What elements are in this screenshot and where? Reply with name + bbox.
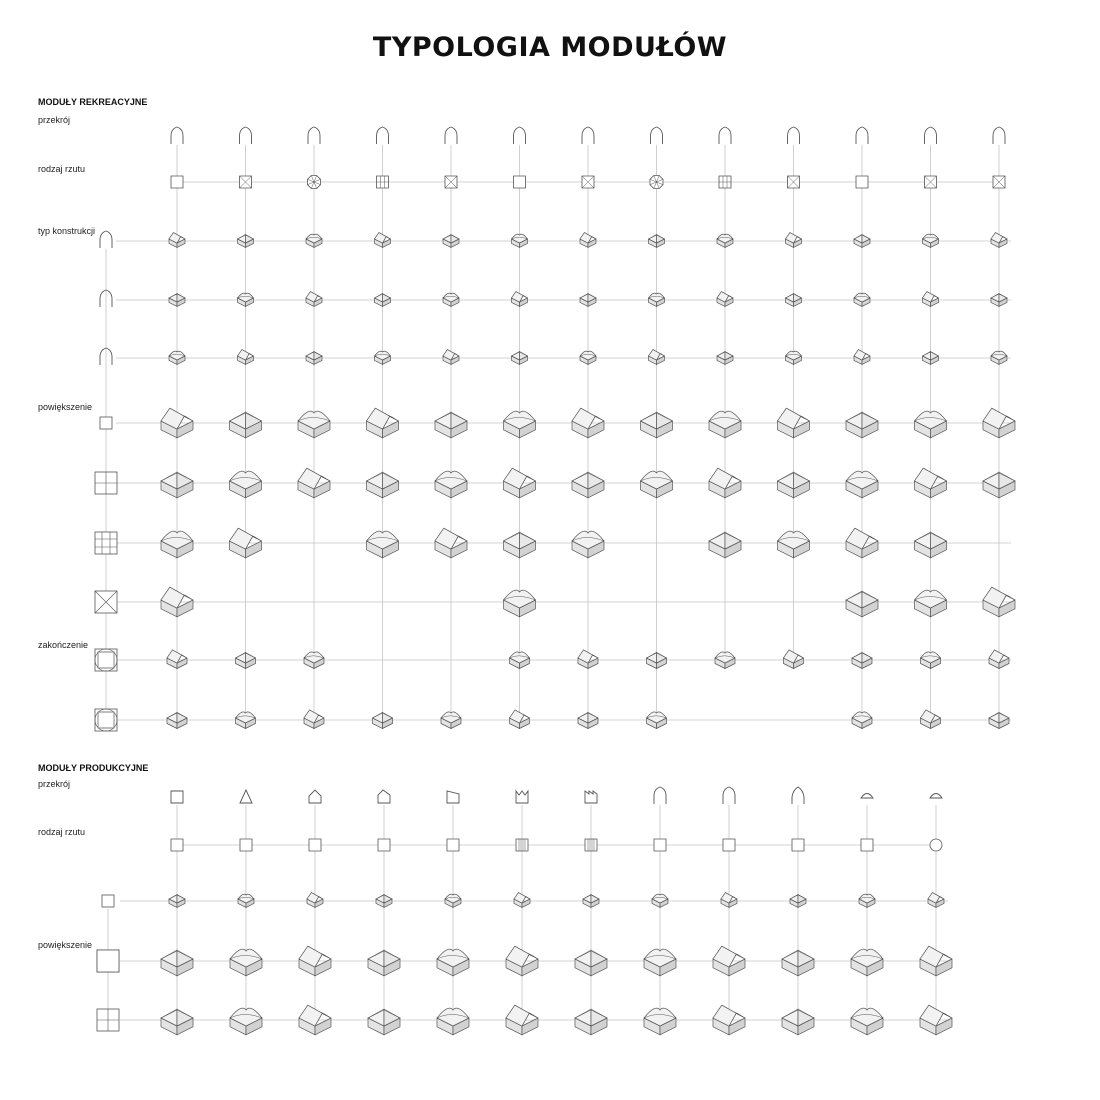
module-icon — [306, 292, 322, 307]
row-arch-icon — [100, 231, 112, 248]
plan-square-icon — [861, 839, 873, 851]
module-icon — [989, 713, 1009, 729]
module-icon — [854, 235, 870, 248]
module-icon — [854, 293, 870, 306]
plan-square-x-icon — [925, 176, 937, 188]
recreational-label-enlargement: powiększenie — [38, 402, 93, 412]
module-icon — [782, 1009, 814, 1035]
module-icon — [512, 292, 528, 307]
module-icon — [512, 234, 528, 247]
module-icon — [435, 471, 467, 498]
section-arch-icon — [993, 127, 1005, 144]
module-icon — [435, 412, 467, 438]
section-sawtooth-icon — [585, 791, 597, 803]
module-icon — [161, 1009, 193, 1035]
plan-square-icon — [171, 176, 183, 188]
module-icon — [306, 352, 322, 365]
module-icon — [644, 1008, 676, 1035]
plan-square-icon — [792, 839, 804, 851]
module-icon — [167, 713, 187, 729]
row-small-icon — [100, 417, 112, 429]
module-icon — [514, 893, 530, 908]
section-saw-icon — [516, 791, 528, 803]
row-bow-icon — [95, 591, 117, 613]
module-icon — [572, 531, 604, 558]
module-icon — [991, 233, 1007, 248]
module-icon — [443, 235, 459, 248]
section-arch-icon — [240, 127, 252, 144]
section-triangle-icon — [240, 790, 252, 803]
plan-square-icon — [654, 839, 666, 851]
module-icon — [230, 949, 262, 976]
module-icon — [504, 590, 536, 617]
module-icon — [983, 472, 1015, 498]
module-icon — [236, 653, 256, 669]
section-arch-icon — [654, 787, 666, 804]
module-icon — [230, 1008, 262, 1035]
row-small-icon — [97, 950, 119, 972]
section-half-dome-icon — [930, 794, 942, 799]
row-cross-icon — [97, 1009, 119, 1031]
module-icon — [709, 532, 741, 558]
section-half-dome-icon — [861, 794, 873, 799]
plan-square-stripes-icon — [585, 839, 597, 851]
module-icon — [575, 1009, 607, 1035]
module-icon — [641, 412, 673, 438]
module-icon — [923, 292, 939, 307]
module-icon — [721, 893, 737, 908]
module-icon — [580, 233, 596, 248]
section-arch-icon — [723, 787, 735, 804]
plan-octagon-icon — [308, 176, 321, 189]
module-icon — [368, 1009, 400, 1035]
section-pentagon-icon — [309, 790, 321, 803]
plan-octagon-icon — [650, 176, 663, 189]
section-square-icon — [171, 791, 183, 803]
module-icon — [852, 653, 872, 669]
module-icon — [373, 713, 393, 729]
module-icon — [161, 531, 193, 558]
module-icon — [921, 710, 941, 729]
module-icon — [859, 894, 875, 907]
plan-square-icon — [309, 839, 321, 851]
module-icon — [304, 652, 324, 669]
module-icon — [991, 351, 1007, 364]
module-icon — [575, 950, 607, 976]
module-icon — [846, 471, 878, 498]
module-icon — [578, 650, 598, 669]
plan-square-stripes-icon — [516, 839, 528, 851]
module-icon — [236, 712, 256, 729]
module-icon — [928, 893, 944, 908]
module-icon — [846, 412, 878, 438]
plan-circle-icon — [930, 839, 942, 851]
recreational-label-construction: typ konstrukcji — [38, 226, 96, 236]
module-icon — [647, 712, 667, 729]
module-icon — [854, 350, 870, 365]
recreational-label-plan: rodzaj rzutu — [38, 164, 86, 174]
page-title: TYPOLOGIA MODUŁÓW — [372, 32, 728, 63]
module-icon — [230, 412, 262, 438]
section-arch-icon — [445, 127, 457, 144]
module-icon — [578, 713, 598, 729]
row-ring-icon — [95, 649, 117, 671]
production-label-enlargement: powiększenie — [38, 940, 93, 950]
module-icon — [915, 532, 947, 558]
row-ring-icon — [95, 709, 117, 731]
row-small-icon — [102, 895, 114, 907]
module-icon — [443, 293, 459, 306]
module-icon — [790, 895, 806, 908]
module-icon — [786, 351, 802, 364]
section-arch-icon — [856, 127, 868, 144]
module-icon — [647, 653, 667, 669]
plan-square-icon — [171, 839, 183, 851]
plan-square-icon — [447, 839, 459, 851]
section-shed-icon — [378, 790, 390, 803]
module-icon — [298, 411, 330, 438]
module-icon — [169, 294, 185, 307]
plan-square-icon — [514, 176, 526, 188]
module-icon — [167, 650, 187, 669]
module-icon — [851, 1008, 883, 1035]
plan-square-grid-icon — [719, 176, 731, 188]
module-icon — [443, 350, 459, 365]
module-icon — [923, 352, 939, 365]
plan-square-icon — [723, 839, 735, 851]
module-icon — [441, 712, 461, 729]
module-icon — [786, 233, 802, 248]
module-icon — [846, 591, 878, 617]
section-slant-icon — [447, 791, 459, 803]
module-icon — [649, 350, 665, 365]
module-icon — [512, 352, 528, 365]
module-icon — [778, 531, 810, 558]
plan-square-x-icon — [993, 176, 1005, 188]
recreational-section-header: MODUŁY REKREACYJNE — [38, 97, 148, 107]
module-icon — [376, 895, 392, 908]
module-icon — [644, 949, 676, 976]
module-icon — [375, 233, 391, 248]
module-icon — [437, 1008, 469, 1035]
module-icon — [367, 531, 399, 558]
section-arch-icon — [788, 127, 800, 144]
module-icon — [437, 949, 469, 976]
plan-square-x-icon — [582, 176, 594, 188]
module-icon — [778, 472, 810, 498]
module-icon — [161, 950, 193, 976]
recreational-label-ending: zakończenie — [38, 640, 89, 650]
module-icon — [510, 652, 530, 669]
module-icon — [709, 411, 741, 438]
module-icon — [238, 894, 254, 907]
module-icon — [641, 471, 673, 498]
module-icon — [368, 950, 400, 976]
module-icon — [169, 233, 185, 248]
plan-square-icon — [240, 839, 252, 851]
module-icon — [915, 411, 947, 438]
plan-square-x-icon — [445, 176, 457, 188]
module-icon — [915, 590, 947, 617]
section-arch-icon — [719, 127, 731, 144]
module-icon — [306, 234, 322, 247]
section-gothic-icon — [792, 787, 804, 804]
plan-square-x-icon — [788, 176, 800, 188]
module-icon — [238, 293, 254, 306]
module-icon — [230, 471, 262, 498]
section-arch-icon — [514, 127, 526, 144]
plan-square-icon — [378, 839, 390, 851]
plan-square-grid-icon — [377, 176, 389, 188]
module-icon — [652, 894, 668, 907]
module-icon — [583, 895, 599, 908]
module-icon — [580, 351, 596, 364]
section-arch-icon — [651, 127, 663, 144]
grid-lines — [106, 145, 1011, 1026]
module-icon — [923, 234, 939, 247]
module-icon — [572, 472, 604, 498]
recreational-label-section: przekrój — [38, 115, 71, 125]
module-icon — [717, 234, 733, 247]
module-icon — [510, 710, 530, 729]
section-arch-icon — [925, 127, 937, 144]
module-icon — [784, 650, 804, 669]
production-section-header: MODUŁY PRODUKCYJNE — [38, 763, 149, 773]
module-icon — [304, 710, 324, 729]
module-icon — [375, 294, 391, 307]
module-icon — [367, 472, 399, 498]
module-icon — [375, 351, 391, 364]
module-icon — [991, 294, 1007, 307]
module-icon — [445, 894, 461, 907]
module-icon — [921, 652, 941, 669]
module-icon — [169, 895, 185, 908]
section-arch-icon — [582, 127, 594, 144]
section-arch-icon — [171, 127, 183, 144]
module-icon — [504, 532, 536, 558]
module-icon — [238, 350, 254, 365]
module-icon — [161, 472, 193, 498]
module-icon — [851, 949, 883, 976]
plan-square-x-icon — [240, 176, 252, 188]
module-icon — [307, 893, 323, 908]
module-icon — [786, 294, 802, 307]
module-icon — [715, 652, 735, 669]
module-icon — [504, 411, 536, 438]
module-icon — [717, 352, 733, 365]
row-grid-icon — [95, 532, 117, 554]
module-icon — [782, 950, 814, 976]
module-icon — [580, 294, 596, 307]
row-cross-icon — [95, 472, 117, 494]
module-icon — [717, 292, 733, 307]
plan-square-icon — [856, 176, 868, 188]
grid-icons — [95, 127, 1015, 1035]
production-label-plan: rodzaj rzutu — [38, 827, 86, 837]
section-arch-icon — [308, 127, 320, 144]
module-icon — [649, 293, 665, 306]
section-arch-icon — [377, 127, 389, 144]
module-icon — [649, 235, 665, 248]
module-icon — [989, 650, 1009, 669]
module-icon — [169, 351, 185, 364]
module-icon — [852, 712, 872, 729]
module-icon — [238, 235, 254, 248]
production-label-section: przekrój — [38, 779, 71, 789]
